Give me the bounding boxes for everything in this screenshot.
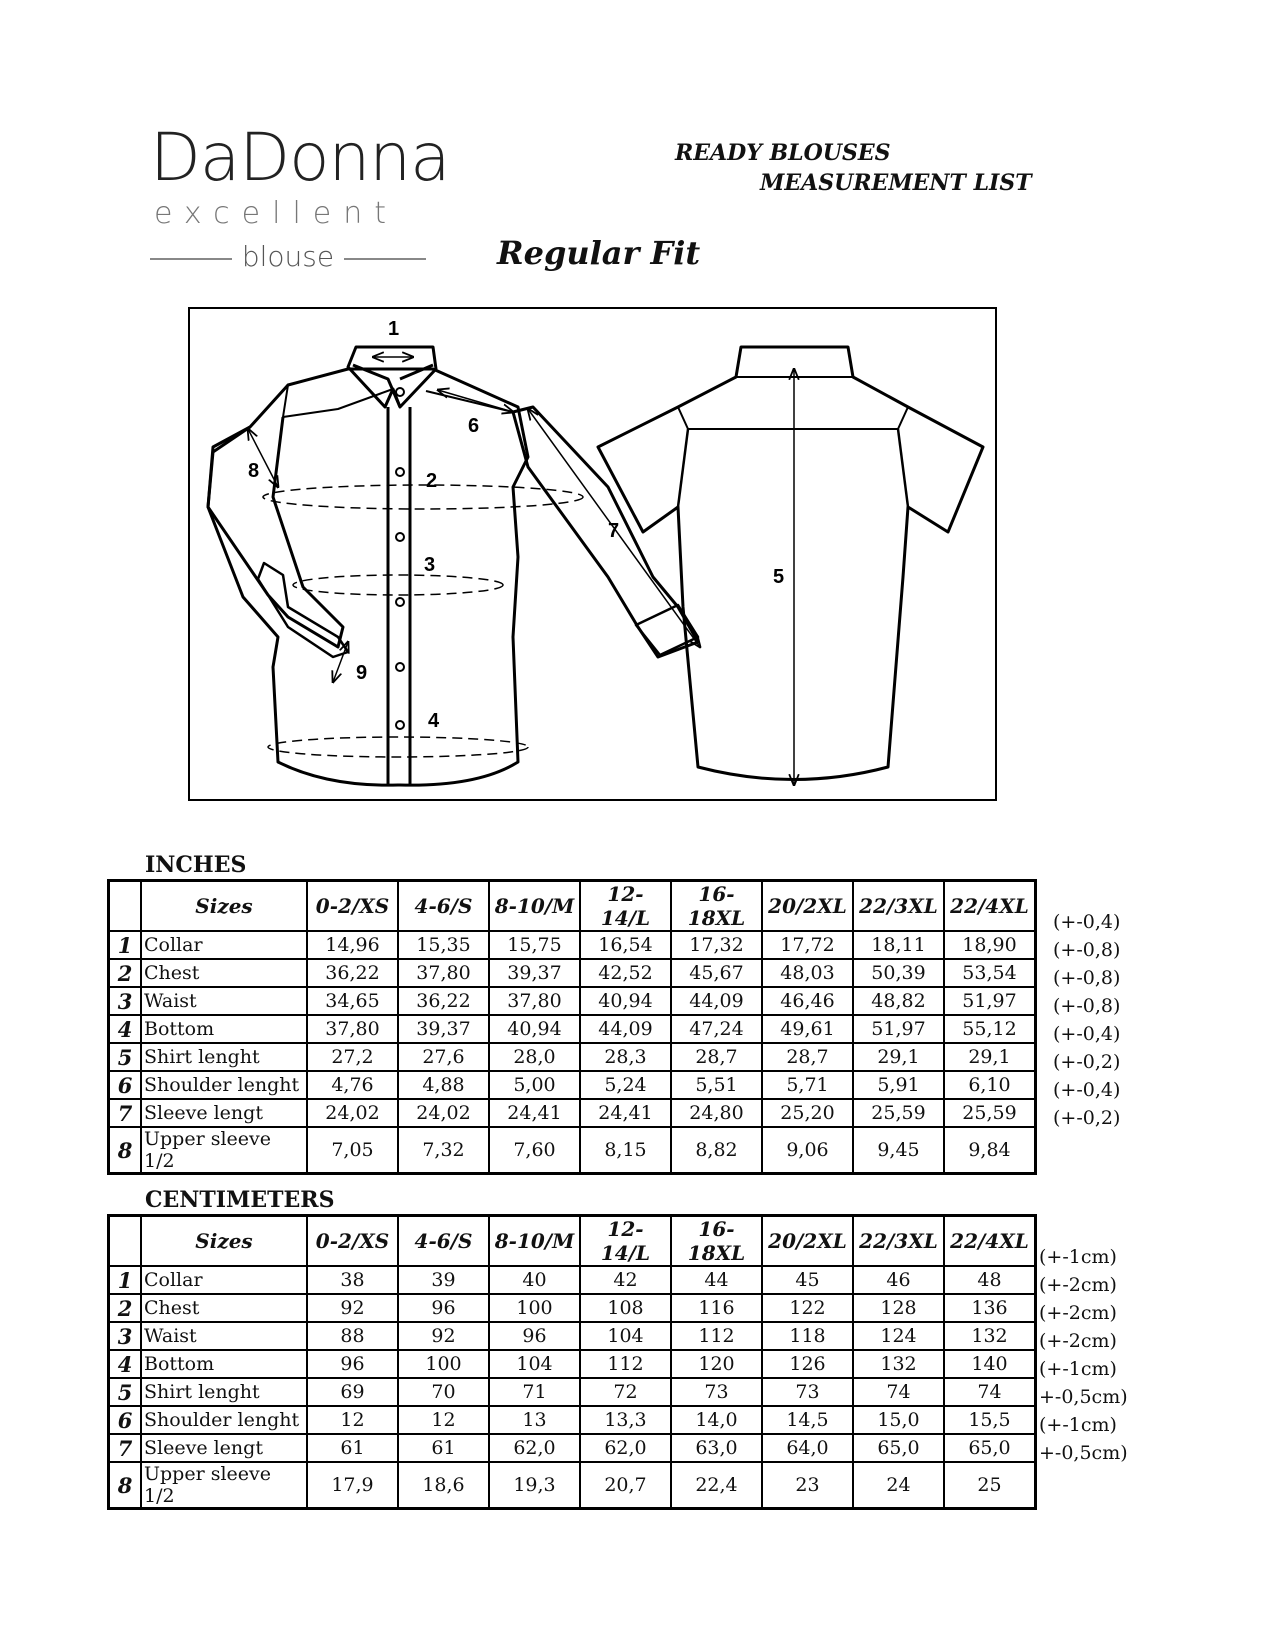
table-row (109, 1434, 1036, 1462)
measurement-name: Shirt lenght (141, 1378, 307, 1406)
measurement-value: 25,59 (853, 1099, 944, 1127)
inches-header-row (109, 881, 1036, 932)
measurement-value: 55,12 (944, 1015, 1036, 1043)
tolerance-label: (+-0,4) (1053, 911, 1121, 933)
blouse-technical-diagram (188, 307, 997, 801)
measurement-value: 15,35 (398, 931, 489, 959)
table-row (109, 1266, 1036, 1294)
measurement-name: Sleeve lengt (141, 1099, 307, 1127)
measurement-value: 12 (307, 1406, 398, 1434)
label-2: 2 (426, 470, 438, 492)
measurement-value: 18,6 (398, 1462, 489, 1509)
tolerance-label: (+-0,8) (1053, 995, 1121, 1017)
label-8: 8 (248, 460, 260, 482)
measurement-value: 61 (307, 1434, 398, 1462)
centimeters-measurement-table (107, 1214, 1037, 1510)
measurement-name: Sleeve lengt (141, 1434, 307, 1462)
inches-section-label: INCHES (145, 852, 247, 878)
measurement-value: 46,46 (762, 987, 853, 1015)
measurement-value: 8,82 (671, 1127, 762, 1174)
size-header: 22/3XL (853, 881, 944, 932)
measurement-value: 116 (671, 1294, 762, 1322)
measurement-value: 48 (944, 1266, 1036, 1294)
measurement-value: 27,2 (307, 1043, 398, 1071)
table-row (109, 1406, 1036, 1434)
measurement-value: 132 (853, 1350, 944, 1378)
row-index: 2 (109, 1294, 142, 1322)
row-index: 4 (109, 1015, 142, 1043)
measurement-value: 24 (853, 1462, 944, 1509)
measurement-value: 40,94 (489, 1015, 580, 1043)
placket-buttons (396, 388, 404, 729)
tolerance-label: (+-1cm) (1039, 1414, 1117, 1436)
measurement-value: 120 (671, 1350, 762, 1378)
back-blouse-drawing (598, 347, 983, 780)
size-header: 22/4XL (944, 881, 1036, 932)
row-index: 5 (109, 1378, 142, 1406)
label-4: 4 (428, 710, 440, 732)
measurement-value: 40 (489, 1266, 580, 1294)
measurement-value: 39 (398, 1266, 489, 1294)
measurement-value: 19,3 (489, 1462, 580, 1509)
measurement-value: 13 (489, 1406, 580, 1434)
measurement-value: 44,09 (580, 1015, 671, 1043)
measurement-value: 15,0 (853, 1406, 944, 1434)
measurement-value: 7,05 (307, 1127, 398, 1174)
measurement-value: 65,0 (853, 1434, 944, 1462)
measurement-value: 9,84 (944, 1127, 1036, 1174)
heading-ready-blouses: READY BLOUSES (675, 140, 891, 166)
measurement-name: Waist (141, 987, 307, 1015)
measurement-value: 50,39 (853, 959, 944, 987)
measurement-value: 45 (762, 1266, 853, 1294)
tolerance-label: +-0,5cm) (1039, 1442, 1128, 1464)
row-index: 5 (109, 1043, 142, 1071)
measurement-value: 51,97 (944, 987, 1036, 1015)
table-row (109, 1127, 1036, 1174)
measurement-value: 16,54 (580, 931, 671, 959)
size-header: 16-18XL (671, 881, 762, 932)
measurement-value: 45,67 (671, 959, 762, 987)
measurement-value: 136 (944, 1294, 1036, 1322)
measurement-value: 9,45 (853, 1127, 944, 1174)
measurement-value: 40,94 (580, 987, 671, 1015)
size-header: 0-2/XS (307, 881, 398, 932)
measurement-value: 126 (762, 1350, 853, 1378)
measurement-value: 38 (307, 1266, 398, 1294)
measurement-value: 36,22 (307, 959, 398, 987)
measurement-value: 73 (762, 1378, 853, 1406)
measurement-value: 96 (398, 1294, 489, 1322)
measurement-value: 62,0 (489, 1434, 580, 1462)
measurement-value: 64,0 (762, 1434, 853, 1462)
logo-rule-right (344, 258, 426, 260)
table-row (109, 1322, 1036, 1350)
measurement-value: 65,0 (944, 1434, 1036, 1462)
measurement-value: 44,09 (671, 987, 762, 1015)
cm-header-row (109, 1216, 1036, 1267)
measurement-value: 5,91 (853, 1071, 944, 1099)
measurement-value: 62,0 (580, 1434, 671, 1462)
measurement-value: 74 (944, 1378, 1036, 1406)
measurement-value: 27,6 (398, 1043, 489, 1071)
measurement-value: 96 (489, 1322, 580, 1350)
measurement-name: Bottom (141, 1015, 307, 1043)
measurement-value: 4,88 (398, 1071, 489, 1099)
measurement-value: 25,59 (944, 1099, 1036, 1127)
tolerance-label: (+-2cm) (1039, 1302, 1117, 1324)
measurement-value: 51,97 (853, 1015, 944, 1043)
measurement-value: 69 (307, 1378, 398, 1406)
size-header: 20/2XL (762, 881, 853, 932)
measurement-value: 14,0 (671, 1406, 762, 1434)
measurement-value: 28,7 (671, 1043, 762, 1071)
measurement-value: 24,80 (671, 1099, 762, 1127)
logo-sub-text: excellent (154, 196, 399, 231)
measurement-value: 132 (944, 1322, 1036, 1350)
measurement-value: 13,3 (580, 1406, 671, 1434)
measurement-value: 118 (762, 1322, 853, 1350)
measurement-name: Chest (141, 959, 307, 987)
sizes-header: Sizes (141, 1216, 307, 1267)
measurement-value: 61 (398, 1434, 489, 1462)
brand-logo (150, 119, 450, 280)
measurement-value: 24,41 (580, 1099, 671, 1127)
measurement-value: 47,24 (671, 1015, 762, 1043)
tolerance-label: (+-0,8) (1053, 967, 1121, 989)
measurement-value: 49,61 (762, 1015, 853, 1043)
measurement-value: 24,41 (489, 1099, 580, 1127)
size-header: 0-2/XS (307, 1216, 398, 1267)
tolerance-label: (+-2cm) (1039, 1274, 1117, 1296)
size-header: 12-14/L (580, 1216, 671, 1267)
table-row (109, 1043, 1036, 1071)
measurement-value: 24,02 (307, 1099, 398, 1127)
measurement-value: 73 (671, 1378, 762, 1406)
table-row (109, 987, 1036, 1015)
measurement-value: 100 (398, 1350, 489, 1378)
measurement-value: 74 (853, 1378, 944, 1406)
row-index: 8 (109, 1127, 142, 1174)
label-3: 3 (424, 554, 436, 576)
measurement-value: 28,7 (762, 1043, 853, 1071)
measurement-name: Shirt lenght (141, 1043, 307, 1071)
tolerance-label: (+-1cm) (1039, 1246, 1117, 1268)
measurement-value: 23 (762, 1462, 853, 1509)
table-row (109, 959, 1036, 987)
size-header: 4-6/S (398, 1216, 489, 1267)
measurement-value: 104 (489, 1350, 580, 1378)
row-index: 4 (109, 1350, 142, 1378)
measurement-value: 48,82 (853, 987, 944, 1015)
measurement-value: 8,15 (580, 1127, 671, 1174)
tolerance-label: (+-0,2) (1053, 1107, 1121, 1129)
measurement-value: 48,03 (762, 959, 853, 987)
corner-cell (109, 881, 142, 932)
size-header: 12-14/L (580, 881, 671, 932)
tolerance-label: (+-0,8) (1053, 939, 1121, 961)
measurement-value: 44 (671, 1266, 762, 1294)
measurement-value: 29,1 (944, 1043, 1036, 1071)
measurement-value: 37,80 (398, 959, 489, 987)
measurement-value: 24,02 (398, 1099, 489, 1127)
label-6: 6 (468, 415, 480, 437)
measurement-value: 104 (580, 1322, 671, 1350)
measurement-value: 25 (944, 1462, 1036, 1509)
measurement-value: 70 (398, 1378, 489, 1406)
tolerance-label: (+-0,4) (1053, 1079, 1121, 1101)
measurement-value: 14,96 (307, 931, 398, 959)
logo-rule-left (150, 258, 232, 260)
measurement-value: 42 (580, 1266, 671, 1294)
measurement-value: 25,20 (762, 1099, 853, 1127)
tolerance-label: (+-1cm) (1039, 1358, 1117, 1380)
measurement-value: 96 (307, 1350, 398, 1378)
measurement-name: Shoulder lenght (141, 1071, 307, 1099)
row-index: 6 (109, 1406, 142, 1434)
size-header: 8-10/M (489, 881, 580, 932)
measurement-value: 9,06 (762, 1127, 853, 1174)
measurement-value: 12 (398, 1406, 489, 1434)
measurement-value: 28,0 (489, 1043, 580, 1071)
label-7: 7 (608, 520, 620, 542)
measurement-value: 29,1 (853, 1043, 944, 1071)
tolerance-label: (+-0,4) (1053, 1023, 1121, 1045)
measurement-value: 15,75 (489, 931, 580, 959)
label-1: 1 (388, 318, 400, 340)
table-row (109, 1462, 1036, 1509)
measurement-name: Waist (141, 1322, 307, 1350)
table-row (109, 1015, 1036, 1043)
row-index: 3 (109, 1322, 142, 1350)
measurement-value: 14,5 (762, 1406, 853, 1434)
measurement-value: 5,71 (762, 1071, 853, 1099)
measurement-name: Upper sleeve 1/2 (141, 1127, 307, 1174)
measurement-value: 92 (307, 1294, 398, 1322)
corner-cell (109, 1216, 142, 1267)
tolerance-label: +-0,5cm) (1039, 1386, 1128, 1408)
measurement-value: 39,37 (489, 959, 580, 987)
row-index: 6 (109, 1071, 142, 1099)
measurement-name: Collar (141, 1266, 307, 1294)
logo-tag-text: blouse (241, 240, 335, 273)
size-header: 22/4XL (944, 1216, 1036, 1267)
measurement-value: 92 (398, 1322, 489, 1350)
logo-brand-name: DaDonna (150, 119, 450, 196)
measurement-value: 112 (580, 1350, 671, 1378)
table-row (109, 1099, 1036, 1127)
heading-measurement-list: MEASUREMENT LIST (760, 170, 1032, 196)
measurement-value: 22,4 (671, 1462, 762, 1509)
measurement-value: 18,90 (944, 931, 1036, 959)
measurement-name: Shoulder lenght (141, 1406, 307, 1434)
size-header: 4-6/S (398, 881, 489, 932)
measurement-value: 34,65 (307, 987, 398, 1015)
measurement-value: 100 (489, 1294, 580, 1322)
size-header: 20/2XL (762, 1216, 853, 1267)
measurement-value: 15,5 (944, 1406, 1036, 1434)
centimeters-section-label: CENTIMETERS (145, 1187, 335, 1213)
row-index: 1 (109, 1266, 142, 1294)
measurement-value: 17,9 (307, 1462, 398, 1509)
measurement-value: 6,10 (944, 1071, 1036, 1099)
sizes-header: Sizes (141, 881, 307, 932)
measurement-value: 4,76 (307, 1071, 398, 1099)
measurement-name: Collar (141, 931, 307, 959)
measurement-value: 28,3 (580, 1043, 671, 1071)
measurement-name: Upper sleeve 1/2 (141, 1462, 307, 1509)
measurement-value: 88 (307, 1322, 398, 1350)
measurement-value: 140 (944, 1350, 1036, 1378)
measurement-value: 108 (580, 1294, 671, 1322)
measurement-value: 36,22 (398, 987, 489, 1015)
fit-title: Regular Fit (497, 234, 701, 272)
table-row (109, 1378, 1036, 1406)
size-header: 8-10/M (489, 1216, 580, 1267)
label-9: 9 (356, 662, 368, 684)
measurement-value: 42,52 (580, 959, 671, 987)
measurement-value: 17,32 (671, 931, 762, 959)
table-row (109, 1350, 1036, 1378)
measurement-value: 46 (853, 1266, 944, 1294)
measurement-value: 63,0 (671, 1434, 762, 1462)
tolerance-label: (+-0,2) (1053, 1051, 1121, 1073)
table-row (109, 931, 1036, 959)
label-5: 5 (773, 566, 785, 588)
size-header: 22/3XL (853, 1216, 944, 1267)
size-header: 16-18XL (671, 1216, 762, 1267)
row-index: 8 (109, 1462, 142, 1509)
measurement-value: 20,7 (580, 1462, 671, 1509)
measurement-value: 5,51 (671, 1071, 762, 1099)
measurement-value: 53,54 (944, 959, 1036, 987)
measurement-name: Bottom (141, 1350, 307, 1378)
row-index: 7 (109, 1099, 142, 1127)
measurement-value: 17,72 (762, 931, 853, 959)
measurement-value: 37,80 (489, 987, 580, 1015)
row-index: 2 (109, 959, 142, 987)
measurement-value: 122 (762, 1294, 853, 1322)
front-blouse-drawing (208, 347, 698, 785)
measurement-value: 5,24 (580, 1071, 671, 1099)
measurement-value: 18,11 (853, 931, 944, 959)
measurement-value: 39,37 (398, 1015, 489, 1043)
row-index: 3 (109, 987, 142, 1015)
measurement-value: 72 (580, 1378, 671, 1406)
row-index: 7 (109, 1434, 142, 1462)
row-index: 1 (109, 931, 142, 959)
table-row (109, 1071, 1036, 1099)
tolerance-label: (+-2cm) (1039, 1330, 1117, 1352)
table-row (109, 1294, 1036, 1322)
measurement-value: 128 (853, 1294, 944, 1322)
measurement-value: 7,32 (398, 1127, 489, 1174)
measurement-value: 71 (489, 1378, 580, 1406)
measurement-value: 7,60 (489, 1127, 580, 1174)
measurement-value: 5,00 (489, 1071, 580, 1099)
measurement-name: Chest (141, 1294, 307, 1322)
inches-measurement-table (107, 879, 1037, 1175)
measurement-value: 124 (853, 1322, 944, 1350)
measurement-value: 37,80 (307, 1015, 398, 1043)
logo-tagline (150, 238, 430, 278)
measurement-value: 112 (671, 1322, 762, 1350)
